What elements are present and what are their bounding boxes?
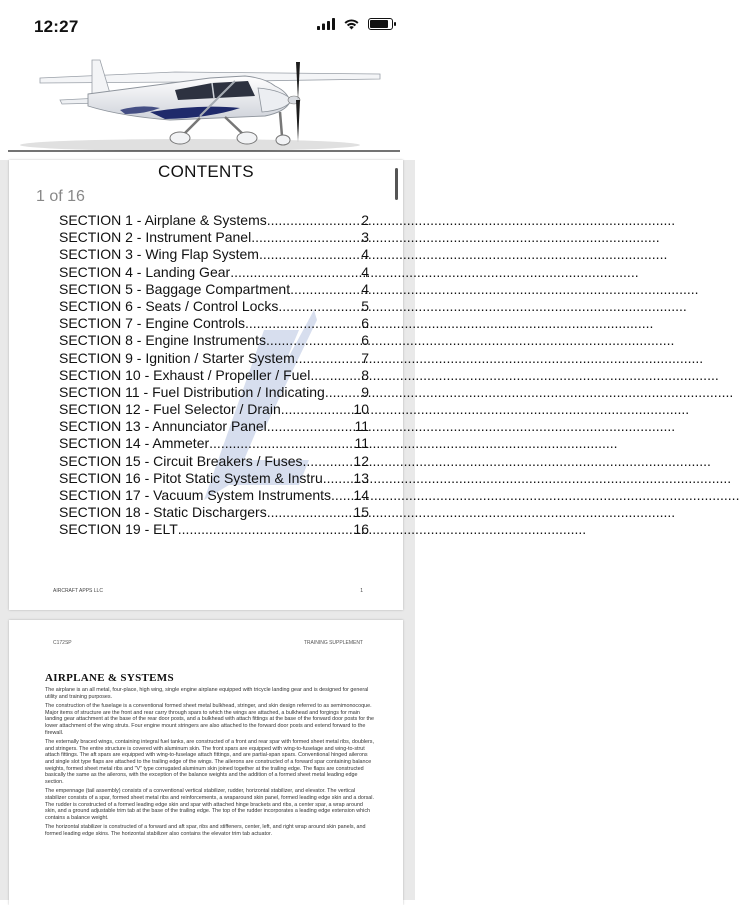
toc-leader-dots [209, 435, 354, 451]
toc-leader-dots [295, 350, 361, 366]
toc-entry-title: SECTION 10 - Exhaust / Propeller / Fuel [59, 366, 311, 383]
toc-entry[interactable] [59, 470, 369, 487]
toc-leader-dots [178, 521, 354, 537]
toc-entry[interactable] [59, 435, 369, 452]
toc-entry[interactable] [59, 212, 369, 229]
toc-leader-dots [251, 229, 361, 245]
toc-leader-dots [259, 246, 361, 262]
toc-entry[interactable] [59, 504, 369, 521]
toc-entry[interactable] [59, 281, 369, 298]
toc-entry-page: 10 [353, 401, 369, 418]
toc-leader-dots [278, 298, 361, 314]
toc-entry-title: SECTION 5 - Baggage Compartment [59, 280, 291, 297]
toc-entry-page: 2 [361, 212, 369, 228]
toc-leader-dots [323, 470, 354, 486]
toc-entry-page: 11 [354, 435, 369, 452]
toc-entry[interactable] [59, 487, 369, 504]
document-page-1 [9, 160, 403, 610]
toc-entry-title: SECTION 2 - Instrument Panel [59, 229, 252, 246]
toc-entry[interactable] [59, 418, 369, 435]
wifi-icon [343, 18, 360, 30]
page-counter: 1 of 16 [36, 188, 85, 205]
toc-entry-title: SECTION 16 - Pitot Static System & Instru [59, 469, 323, 486]
header-airplane-image [0, 50, 415, 160]
status-bar [0, 0, 415, 50]
toc-entry[interactable] [59, 229, 369, 246]
toc-entry-page: 4 [361, 280, 369, 297]
toc-entry-page: 4 [361, 263, 369, 280]
toc-entry-title: SECTION 4 - Landing Gear [59, 263, 231, 280]
airplane-icon [0, 50, 415, 160]
toc-leader-dots [310, 367, 361, 383]
toc-entry-title: SECTION 3 - Wing Flap System [59, 246, 259, 263]
toc-leader-dots [266, 332, 361, 348]
toc-leader-dots [267, 212, 361, 228]
toc-entry-title: SECTION 12 - Fuel Selector / Drain [59, 401, 281, 418]
toc-entry-page: 13 [353, 469, 369, 486]
page-footer-number: 1 [360, 588, 363, 594]
toc-entry-page: 11 [354, 418, 369, 435]
toc-leader-dots [303, 453, 354, 469]
toc-entry-page: 5 [361, 297, 369, 314]
body-paragraph: The horizontal stabilizer is constructed of a forward and aft spar, ribs and stiffeners, center, left, and right wrap around skin panels, and formed leading edge skins. The horizontal stabilizer also contains the elevator trim tab actuator. [45, 824, 366, 837]
document-page-2 [9, 620, 403, 905]
toc-entry-title: SECTION 6 - Seats / Control Locks [59, 297, 279, 314]
body-paragraph: The empennage (tail assembly) consists of a conventional vertical stabilizer, rudder, horizontal stabilizer, and elevator. The vertical stabilizer consists of a spar, formed sheet metal ribs and reinforcements, a wraparound skin panel, formed leading edge skin and a dorsal. The rudder is constructed of a formed leading edge skin and spar with attached hinge brackets and ribs, a center spar, a wrap around skin, and a ground adjustable trim tab at the base of the trailing edge. The top of the rudder incorporates a leading edge extension which contains a balance weight. [45, 788, 375, 821]
body-paragraph: The construction of the fuselage is a conventional formed sheet metal bulkhead, stringer, and skin design referred to as semimonocoque. Major items of structure are the front and rear carry through spars to which the wings are attached, a bulkhead and forgings for main landing gear attachment at the base of the rear door posts, and a bulkhead with attach fittings at the base of the forward door posts for the lower attachment of the wing struts. Four engine mount stringers are also attached to the forward door posts and extend forward to the firewall. [45, 703, 375, 736]
page-footer-publisher: AIRCRAFT APPS LLC [53, 588, 103, 594]
toc-entry[interactable] [59, 298, 369, 315]
page-header-doc-code: C172SP [53, 640, 72, 646]
page-header-doc-type: TRAINING SUPPLEMENT [303, 640, 363, 646]
toc-entry[interactable] [59, 401, 369, 418]
toc-entry-page: 7 [361, 349, 369, 366]
battery-icon [368, 18, 393, 30]
toc-entry-title: SECTION 19 - ELT [59, 521, 178, 538]
toc-entry[interactable] [59, 332, 369, 349]
toc-entry[interactable] [59, 264, 369, 281]
toc-entry-title: SECTION 17 - Vacuum System Instruments [59, 487, 332, 503]
toc-leader-dots [281, 401, 354, 417]
body-paragraph: The externally braced wings, containing integral fuel tanks, are constructed of a front and rear spar with formed sheet metal ribs, doublers, and stringers. The entire structure is covered with aluminum skin. The front spars are equipped with wing-to-fuselage and wing-to-strut attach fittings. The aft spars are equipped with wing-to-fuselage attach fittings, and are partial-span spars. Conventional hinged ailerons and single slot type flaps are attached to the trailing edge of the wings. The ailerons are constructed of a forward spar containing balance weights, formed sheet metal ribs and "V" type corrugated aluminum skin joined together at the trailing edge. The flaps are constructed basically the same as the ailerons, with the exception of the balance weights and the addition of a formed sheet metal leading edge section. [45, 739, 375, 785]
toc-leader-dots [331, 487, 353, 503]
table-of-contents [59, 212, 369, 539]
toc-entry-page: 4 [361, 246, 369, 263]
toc-entry-title: SECTION 18 - Static Dischargers [59, 504, 267, 521]
battery-level [370, 20, 388, 28]
status-icons [317, 18, 393, 30]
toc-entry-page: 6 [361, 332, 369, 349]
contents-title: CONTENTS [158, 162, 254, 181]
toc-entry-title: SECTION 9 - Ignition / Starter System [59, 349, 295, 366]
toc-leader-dots [245, 315, 361, 331]
toc-entry-title: SECTION 7 - Engine Controls [59, 315, 245, 332]
body-paragraph: The airplane is an all metal, four-place, high wing, single engine airplane equipped with tricycle landing gear and is designed for general utility and training purposes. [45, 687, 369, 700]
toc-entry[interactable] [59, 246, 369, 263]
toc-entry-page: 9 [361, 383, 369, 400]
toc-leader-dots [230, 264, 361, 280]
toc-leader-dots [290, 281, 361, 297]
toc-entry-page: 15 [353, 504, 369, 521]
toc-entry-page: 6 [361, 315, 369, 332]
section-heading: AIRPLANE & SYSTEMS [45, 672, 174, 684]
toc-entry[interactable] [59, 453, 369, 470]
toc-leader-dots [267, 504, 354, 520]
toc-entry-title: SECTION 13 - Annunciator Panel [59, 418, 267, 435]
toc-entry-page: 8 [361, 366, 369, 383]
toc-entry-page: 16 [353, 521, 369, 538]
pdf-viewer[interactable] [0, 160, 415, 900]
toc-entry-page: 14 [353, 487, 369, 503]
toc-entry-title: SECTION 15 - Circuit Breakers / Fuses [59, 452, 303, 469]
toc-entry[interactable] [59, 367, 369, 384]
toc-leader-dots [325, 384, 361, 400]
status-time: 12:27 [34, 17, 79, 36]
toc-entry[interactable] [59, 315, 369, 332]
toc-entry[interactable] [59, 521, 369, 538]
toc-entry-title: SECTION 11 - Fuel Distribution / Indicating [59, 383, 325, 400]
toc-entry-page: 12 [353, 452, 369, 469]
toc-entry-title: SECTION 14 - Ammeter [59, 435, 210, 452]
toc-entry-page: 3 [361, 229, 369, 246]
scrollbar-thumb[interactable] [395, 168, 398, 200]
toc-entry-title: SECTION 8 - Engine Instruments [59, 332, 266, 349]
signal-bars-icon [317, 18, 335, 30]
toc-leader-dots [267, 418, 355, 434]
toc-entry[interactable] [59, 384, 369, 401]
toc-entry-title: SECTION 1 - Airplane & Systems [59, 212, 267, 228]
body-paragraphs [45, 687, 375, 840]
toc-entry[interactable] [59, 350, 369, 367]
